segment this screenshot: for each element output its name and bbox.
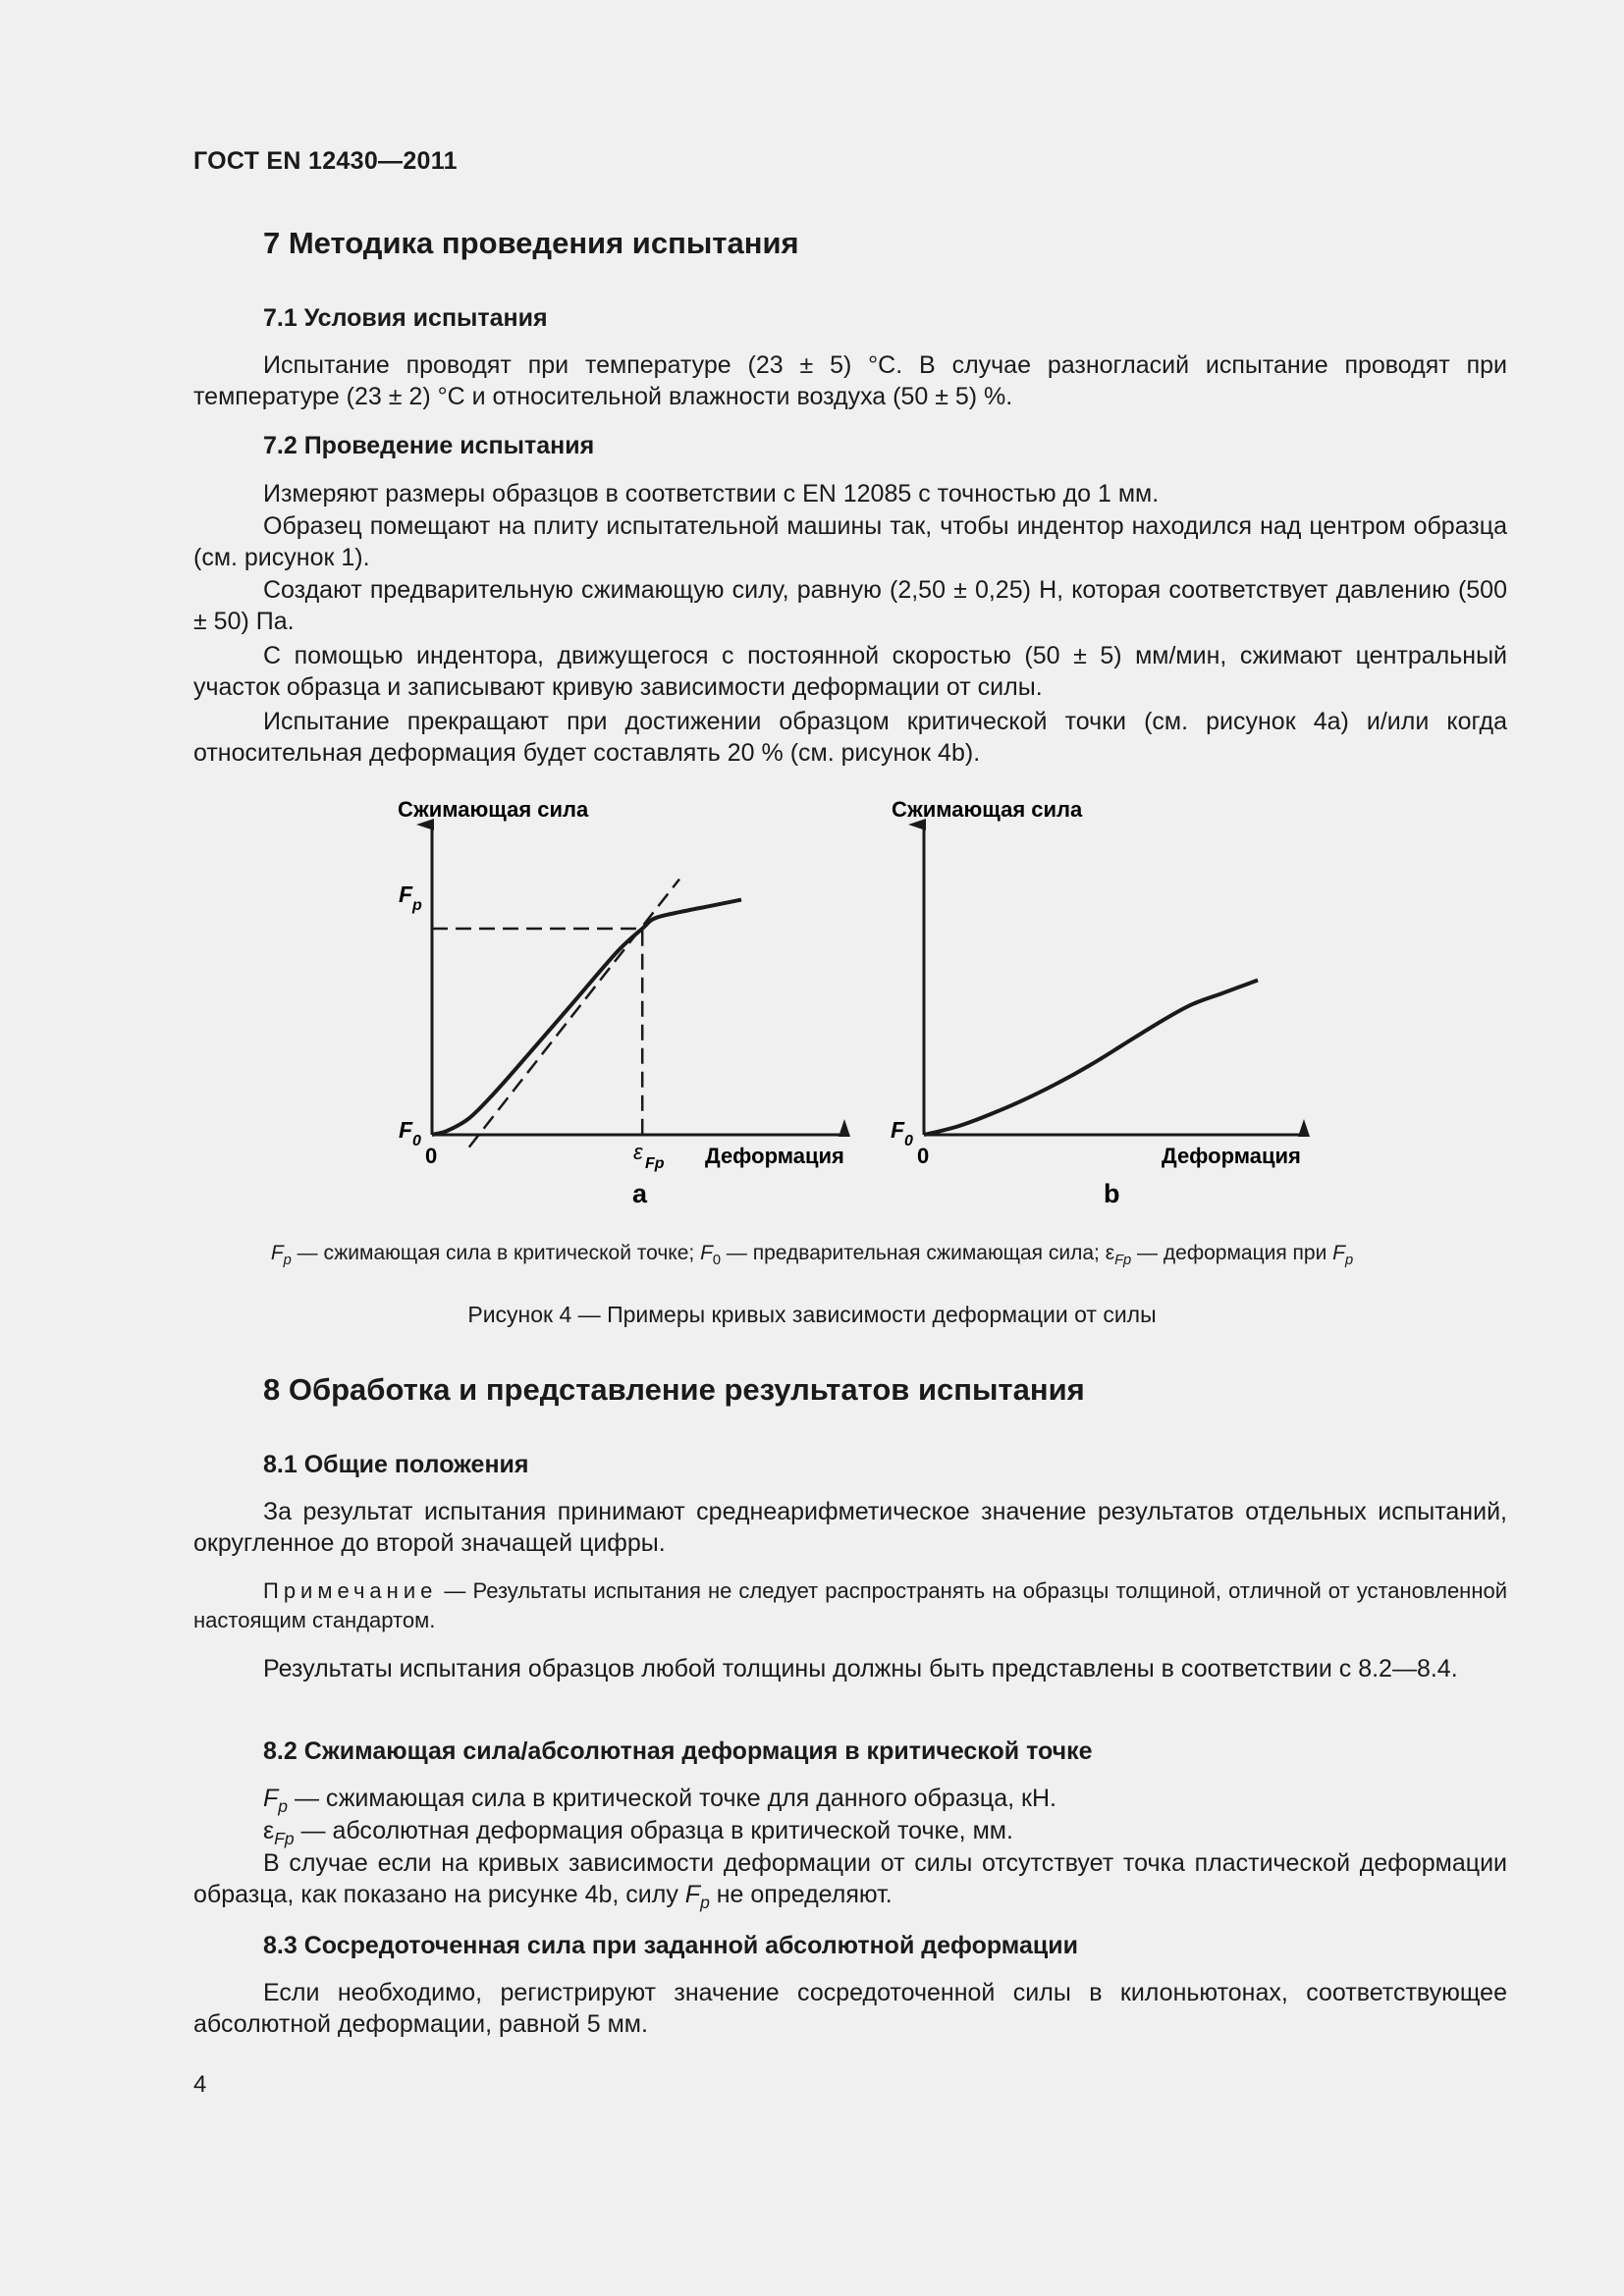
section-8-1-title: 8.1 Общие положения — [263, 1451, 529, 1478]
paragraph-7-2-3: Создают предварительную сжимающую силу, равную (2,50 ± 0,25) Н, которая соответствует давлению (500 ± 50) Па. — [193, 576, 1507, 635]
legend-fp-sub: p — [283, 1253, 292, 1269]
paragraph-7-2-2: Образец помещают на плиту испытательной машины так, чтобы индентор находился над центром образца (см. рисунок 1). — [193, 512, 1507, 571]
p82-part-b: не определяют. — [709, 1881, 893, 1908]
panel-b-ylabel: Сжимающая сила — [892, 797, 1083, 822]
paragraph-8-1-2: Результаты испытания образцов любой толщины должны быть представлены в соответствии с 8.2—8.4. — [263, 1655, 1458, 1682]
panel-a-f0-sub: 0 — [412, 1133, 421, 1149]
chart-panel-a — [398, 797, 844, 1208]
panel-a-ylabel: Сжимающая сила — [398, 797, 589, 822]
document-header: ГОСТ EN 12430—2011 — [193, 147, 458, 175]
panel-b-f0-label — [891, 1117, 913, 1149]
page-number: 4 — [193, 2071, 207, 2098]
section-8-title: 8 Обработка и представление результатов испытания — [263, 1372, 1085, 1407]
panel-a-fp-label — [399, 881, 422, 914]
panel-b-origin-label: 0 — [917, 1144, 930, 1168]
legend-eps-text: — деформация при — [1131, 1242, 1333, 1264]
legend-eps-sub: Fp — [1114, 1253, 1132, 1269]
paragraph-7-2-5: Испытание прекращают при достижении образцом критической точки (см. рисунок 4а) и/или когда относительная деформация будет составлять 20 % (см. рисунок 4b). — [193, 708, 1507, 767]
def-eps-text: — абсолютная деформация образца в критической точке, мм. — [294, 1817, 1013, 1844]
def-fp-sym: F — [263, 1785, 279, 1812]
paragraph-8-3-1: Если необходимо, регистрируют значение сосредоточенной силы в килоньютонах, соответствующее абсолютной деформации, равной 5 мм. — [193, 1979, 1507, 2038]
chart-panel-b — [891, 797, 1304, 1208]
figure-4-legend — [0, 1242, 1624, 1268]
legend-fp-sym: F — [270, 1242, 284, 1264]
p82-part-a: В случае если на кривых зависимости деформации от силы отсутствует точка пластической деформации образца, как показано на рисунке 4b, силу — [193, 1849, 1507, 1908]
panel-a-eps-sym: ε — [633, 1140, 643, 1164]
legend-fp2-sym: F — [1332, 1242, 1345, 1264]
panel-a-eps-sub: Fp — [645, 1155, 665, 1172]
panel-a-f0-sym: F — [399, 1117, 413, 1143]
legend-f0-sym: F — [700, 1242, 713, 1264]
panel-b-f0-sym: F — [891, 1117, 905, 1143]
p82-sym: F — [684, 1881, 701, 1908]
figure-4-caption: Рисунок 4 — Примеры кривых зависимости деформации от силы — [467, 1302, 1157, 1327]
legend-eps-sym: ε — [1105, 1242, 1115, 1264]
legend-fp-text: — сжимающая сила в критической точке; — [291, 1242, 701, 1264]
panel-a-series-curve — [432, 900, 741, 1135]
panel-a-fp-sub: p — [412, 897, 422, 914]
panel-a-f0-label — [399, 1117, 421, 1149]
section-8-2-title: 8.2 Сжимающая сила/абсолютная деформация в критической точке — [263, 1737, 1093, 1765]
section-7-2-title: 7.2 Проведение испытания — [263, 432, 595, 459]
panel-b-xlabel: Деформация — [1162, 1144, 1301, 1168]
legend-fp2-sub: p — [1344, 1253, 1354, 1269]
paragraph-8-2-1 — [193, 1847, 1507, 1918]
section-7-1-title: 7.1 Условия испытания — [263, 304, 548, 332]
section-8-3-title: 8.3 Сосредоточенная сила при заданной абсолютной деформации — [263, 1932, 1078, 1959]
def-eps-sub: Fp — [274, 1829, 295, 1849]
legend-f0-text: — предварительная сжимающая сила; — [721, 1242, 1106, 1264]
panel-a-origin-label: 0 — [425, 1144, 438, 1168]
panel-a-xlabel: Деформация — [705, 1144, 844, 1168]
note-label: Примечание — [263, 1578, 438, 1603]
paragraph-8-1-1: За результат испытания принимают среднеарифметическое значение результатов отдельных испытаний, округленное до второй значащей цифры. — [193, 1498, 1507, 1557]
panel-a-label: a — [632, 1179, 648, 1208]
def-fp-sub: p — [278, 1796, 289, 1817]
section-7-title: 7 Методика проведения испытания — [263, 226, 799, 260]
def-fp-text: — сжимающая сила в критической точке для данного образца, кН. — [288, 1785, 1056, 1812]
panel-b-f0-sub: 0 — [904, 1133, 913, 1149]
panel-a-eps-label — [633, 1140, 665, 1172]
paragraph-7-1-1: Испытание проводят при температуре (23 ± 5) °С. В случае разногласий испытание проводят при температуре (23 ± 2) °С и относительной влажности воздуха (50 ± 5) %. — [193, 351, 1507, 410]
p82-sub: p — [700, 1893, 710, 1913]
panel-b-series-curve — [924, 981, 1258, 1136]
paragraph-7-2-4: С помощью индентора, движущегося с постоянной скоростью (50 ± 5) мм/мин, сжимают центральный участок образца и записывают кривую зависимости деформации от силы. — [193, 642, 1507, 701]
panel-b-label: b — [1104, 1179, 1120, 1208]
note-8-1 — [193, 1576, 1507, 1635]
panel-a-series-tangent — [469, 880, 679, 1148]
figure-4 — [373, 785, 1335, 1217]
legend-f0-sub: 0 — [712, 1253, 722, 1269]
paragraph-7-2-1: Измеряют размеры образцов в соответствии с EN 12085 с точностью до 1 мм. — [263, 480, 1160, 507]
note-text: — Результаты испытания не следует распространять на образцы толщиной, отличной от установленной настоящим стандартом. — [193, 1578, 1507, 1632]
panel-a-fp-sym: F — [399, 881, 413, 907]
def-eps-sym: ε — [263, 1817, 275, 1844]
